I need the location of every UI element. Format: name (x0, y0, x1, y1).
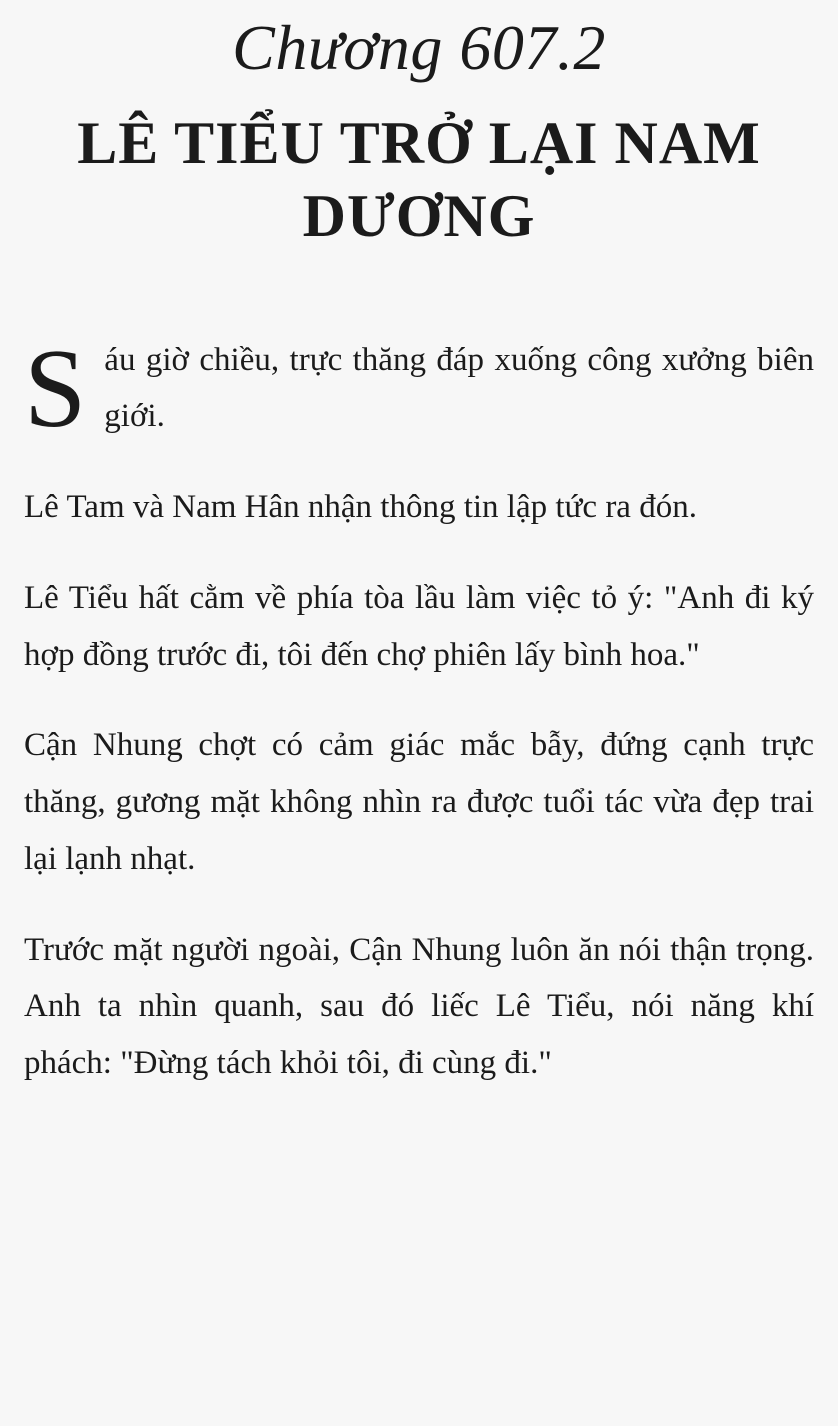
reader-page (0, 14, 838, 1426)
paragraph: Sáu giờ chiều, trực thăng đáp xuống công xưởng biên giới. (24, 326, 814, 451)
paragraph: Trước mặt người ngoài, Cận Nhung luôn ăn nói thận trọng. Anh ta nhìn quanh, sau đó liếc Lê Tiểu, nói năng khí phách: "Đừng tách khỏi tôi, đi cùng đi." (24, 931, 814, 1082)
paragraph: Cận Nhung chợt có cảm giác mắc bẫy, đứng cạnh trực thăng, gương mặt không nhìn ra được tuổi tác vừa đẹp trai lại lạnh nhạt. (24, 727, 814, 877)
chapter-body (24, 326, 814, 1092)
chapter-number: Chương 607.2 (232, 12, 606, 83)
chapter-title: LÊ TIỂU TRỞ LẠI NAM DƯƠNG (77, 110, 761, 250)
paragraph: Lê Tiểu hất cằm về phía tòa lầu làm việc tỏ ý: "Anh đi ký hợp đồng trước đi, tôi đến chợ phiên lấy bình hoa." (24, 579, 814, 673)
paragraph: Lê Tam và Nam Hân nhận thông tin lập tức ra đón. (24, 489, 697, 526)
